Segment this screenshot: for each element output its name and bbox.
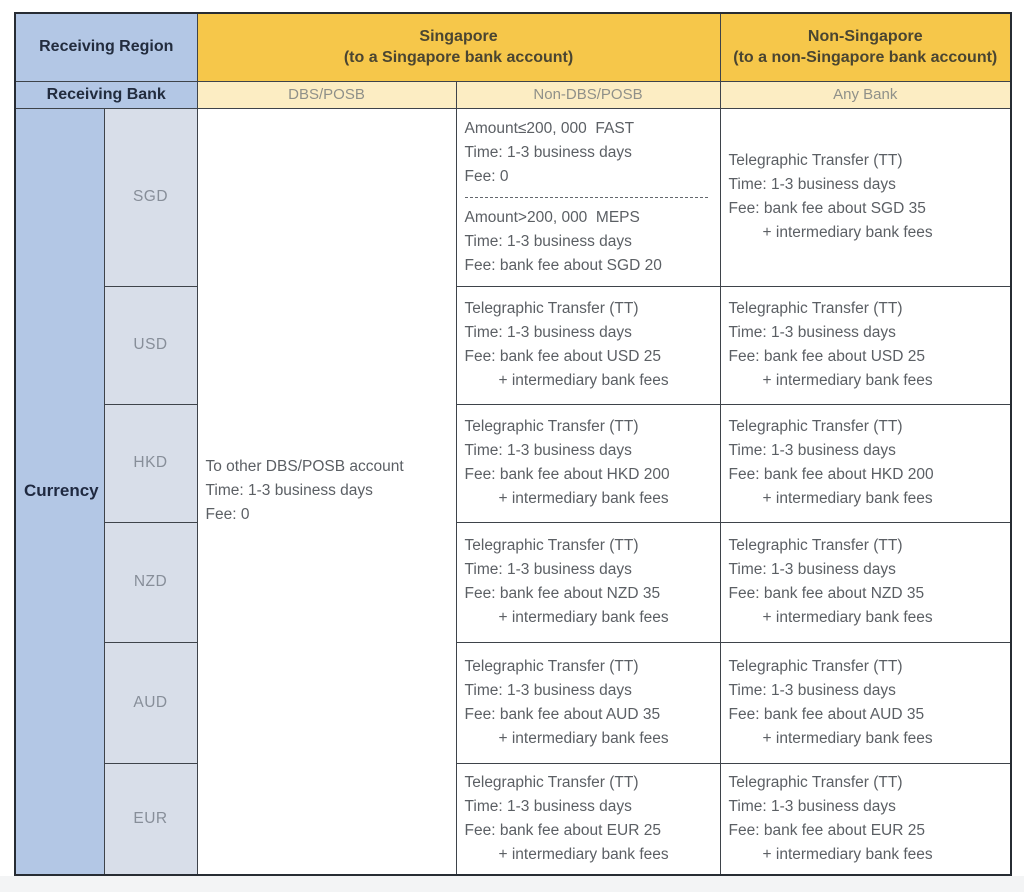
fee-line: Fee: bank fee about AUD 35 <box>464 705 661 723</box>
fee-line: Telegraphic Transfer (TT) <box>464 657 639 675</box>
fee-line: Time: 1-3 business days <box>728 797 896 815</box>
fee-line: Telegraphic Transfer (TT) <box>728 418 903 435</box>
currency-header-cell <box>15 108 104 875</box>
fee-line: Fee: bank fee about EUR 25 <box>464 821 661 839</box>
fee-line: Time: 1-3 business days <box>728 442 896 459</box>
fee-line: Fee: bank fee about SGD 20 <box>464 256 662 274</box>
fee-line: + intermediary bank fees <box>762 224 933 241</box>
fee-line: Telegraphic Transfer (TT) <box>464 773 639 791</box>
fee-line: Fee: bank fee about USD 25 <box>728 348 925 365</box>
fee-cell-aud-non-dbs <box>456 642 720 763</box>
fee-line: Telegraphic Transfer (TT) <box>728 657 903 675</box>
fee-cell-nzd-non-dbs <box>456 522 720 642</box>
fee-line: Telegraphic Transfer (TT) <box>728 152 903 169</box>
fee-line: + intermediary bank fees <box>498 845 669 863</box>
fee-line: Fee: bank fee about HKD 200 <box>728 466 934 483</box>
fee-line: Time: 1-3 business days <box>464 232 632 250</box>
fee-line: Fee: bank fee about NZD 35 <box>464 585 661 602</box>
fee-cell-nzd-any-bank <box>720 522 1011 642</box>
fee-cell-usd-any-bank <box>720 286 1011 404</box>
fee-line: Telegraphic Transfer (TT) <box>464 537 639 554</box>
fee-line: Telegraphic Transfer (TT) <box>728 773 903 791</box>
fee-line: + intermediary bank fees <box>498 729 669 747</box>
fee-line: Fee: bank fee about EUR 25 <box>728 821 925 839</box>
fee-line: Telegraphic Transfer (TT) <box>728 537 903 554</box>
page-bottom-strip <box>0 876 1024 892</box>
header-non-singapore <box>720 13 1011 81</box>
fee-line: Telegraphic Transfer (TT) <box>464 418 639 435</box>
fee-line: Telegraphic Transfer (TT) <box>464 300 639 317</box>
fee-cell-eur-any-bank <box>720 763 1011 875</box>
fee-line: Time: 1-3 business days <box>205 482 373 500</box>
fee-line: Time: 1-3 business days <box>728 681 896 699</box>
fee-line: Fee: bank fee about USD 25 <box>464 348 661 365</box>
currency-cell-aud: AUD <box>104 642 197 763</box>
fee-line: + intermediary bank fees <box>762 609 933 626</box>
fee-line: Time: 1-3 business days <box>464 561 632 578</box>
fee-cell-hkd-non-dbs <box>456 404 720 522</box>
fee-cell-aud-any-bank <box>720 642 1011 763</box>
fee-line: Fee: bank fee about SGD 35 <box>728 200 926 217</box>
currency-label: Currency <box>24 481 99 501</box>
transfer-fee-table <box>14 12 1012 876</box>
fee-line: Time: 1-3 business days <box>464 442 632 459</box>
fee-line: Amount>200, 000 MEPS <box>464 208 640 226</box>
non-singapore-subtitle: (to a non-Singapore bank account) <box>733 49 998 67</box>
fee-cell-usd-non-dbs <box>456 286 720 404</box>
col-header-dbs-posb: DBS/POSB <box>197 81 456 108</box>
fee-line: + intermediary bank fees <box>498 490 669 507</box>
fee-line: Amount≤200, 000 FAST <box>464 119 635 137</box>
fee-cell-sgd-any-bank <box>720 108 1011 286</box>
fee-line: Time: 1-3 business days <box>464 681 632 699</box>
dashed-divider <box>465 197 708 198</box>
fee-line: Time: 1-3 business days <box>464 324 632 341</box>
col-header-any-bank: Any Bank <box>720 81 1011 108</box>
fee-line: + intermediary bank fees <box>498 372 669 389</box>
fee-cell-dbs-posb <box>197 108 456 875</box>
fee-line: Fee: bank fee about NZD 35 <box>728 585 925 602</box>
currency-cell-usd: USD <box>104 286 197 404</box>
fee-line: + intermediary bank fees <box>762 845 933 863</box>
fee-line: + intermediary bank fees <box>762 729 933 747</box>
fee-line: Telegraphic Transfer (TT) <box>728 300 903 317</box>
receiving-bank-label: Receiving Bank <box>46 85 166 103</box>
header-singapore <box>197 13 720 81</box>
currency-cell-hkd: HKD <box>104 404 197 522</box>
singapore-title: Singapore <box>419 27 498 45</box>
fee-line: Fee: bank fee about HKD 200 <box>464 466 670 483</box>
header-receiving-bank <box>15 81 197 108</box>
fee-line: To other DBS/POSB account <box>205 458 404 476</box>
header-receiving-region <box>15 13 197 81</box>
fee-line: Time: 1-3 business days <box>464 143 632 161</box>
fee-cell-eur-non-dbs <box>456 763 720 875</box>
singapore-subtitle: (to a Singapore bank account) <box>343 49 574 67</box>
currency-cell-nzd: NZD <box>104 522 197 642</box>
non-singapore-title: Non-Singapore <box>807 27 923 45</box>
fee-line: Time: 1-3 business days <box>728 324 896 341</box>
fee-line: Time: 1-3 business days <box>728 176 896 193</box>
col-header-non-dbs-posb: Non-DBS/POSB <box>456 81 720 108</box>
fee-cell-sgd-non-dbs <box>456 108 720 286</box>
fee-cell-hkd-any-bank <box>720 404 1011 522</box>
fee-line: + intermediary bank fees <box>762 490 933 507</box>
receiving-region-label: Receiving Region <box>39 38 174 56</box>
fee-line: + intermediary bank fees <box>762 372 933 389</box>
fee-line: + intermediary bank fees <box>498 609 669 626</box>
currency-cell-sgd: SGD <box>104 108 197 286</box>
currency-cell-eur: EUR <box>104 763 197 875</box>
fee-line: Fee: 0 <box>464 167 509 185</box>
fee-line: Fee: bank fee about AUD 35 <box>728 705 925 723</box>
fee-line: Fee: 0 <box>205 506 250 524</box>
fee-line: Time: 1-3 business days <box>464 797 632 815</box>
fee-line: Time: 1-3 business days <box>728 561 896 578</box>
